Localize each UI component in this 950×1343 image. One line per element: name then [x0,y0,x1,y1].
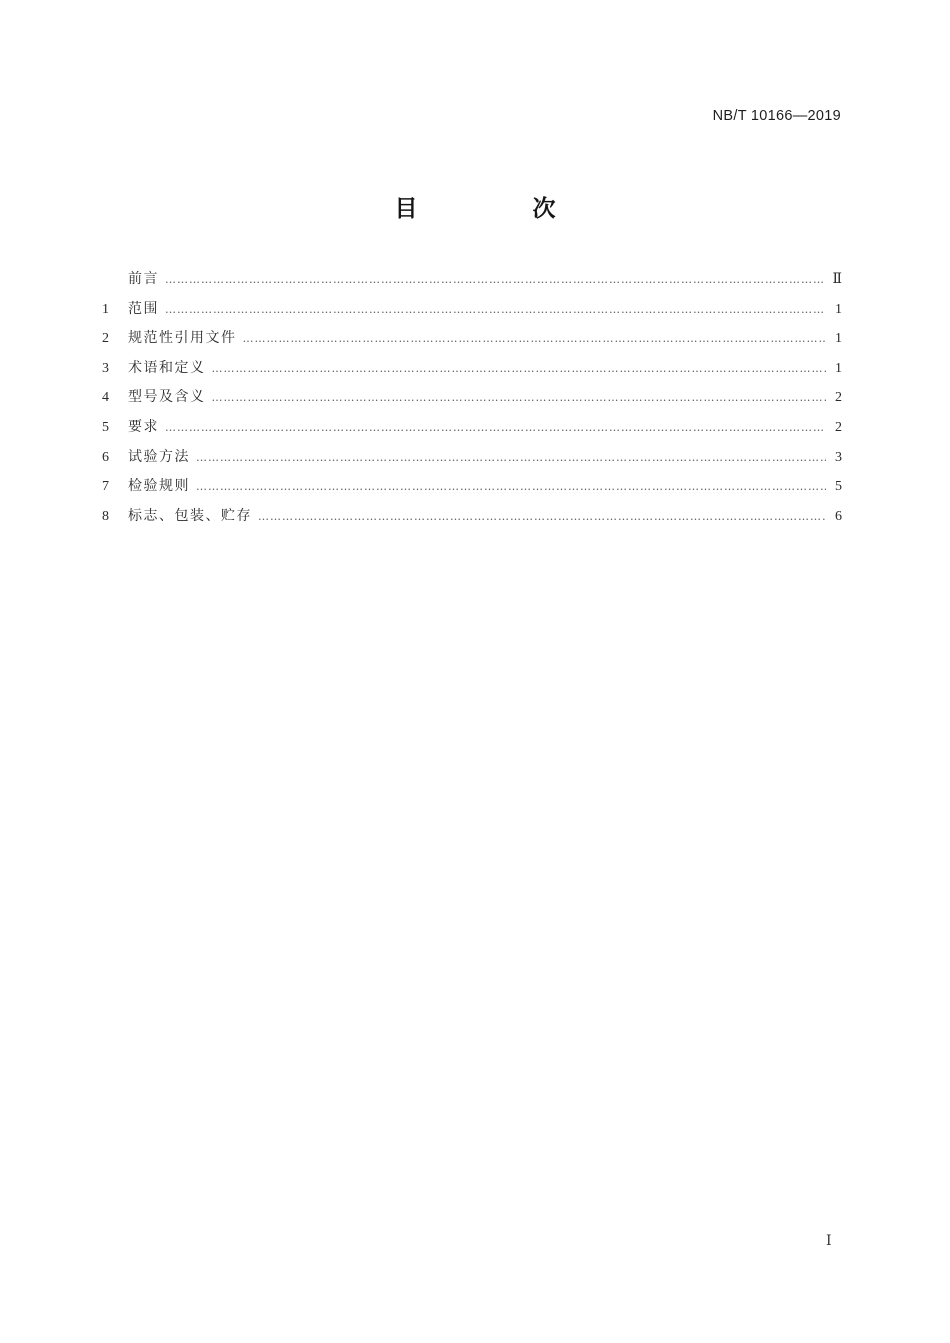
toc-dot-leader [212,391,827,404]
toc-entry-page: 2 [835,419,842,435]
toc-entry-page: 3 [835,449,842,465]
toc-entry-models[interactable] [102,386,842,416]
toc-dot-leader [258,510,826,523]
toc-dot-leader [196,451,826,464]
toc-entry-number: 3 [102,360,109,376]
toc-entry-requirements[interactable] [102,416,842,446]
toc-entry-number: 6 [102,449,109,465]
toc-entry-number: 1 [102,301,109,317]
toc-dot-leader [243,332,827,345]
toc-entry-label: 型号及含义 [128,389,206,406]
toc-entry-number: 7 [102,479,109,495]
toc-entry-label: 标志、包装、贮存 [128,507,252,524]
toc-dot-leader [165,421,826,434]
toc-entry-scope[interactable] [102,298,842,328]
page-title: 目 次 [394,196,602,222]
toc-entry-page: 1 [835,360,842,376]
toc-entry-number: 4 [102,390,109,406]
toc-entry-inspection-rules[interactable] [102,475,842,505]
toc-entry-number: 8 [102,508,109,524]
toc-dot-leader [212,362,827,375]
toc-entry-normative-references[interactable] [102,327,842,357]
toc-dot-leader [165,273,826,286]
toc-entry-number: 5 [102,419,109,435]
page-number: Ⅰ [826,1234,832,1249]
standard-code: NB/T 10166—2019 [712,108,841,124]
toc-entry-page: Ⅱ [832,272,842,287]
toc-entry-page: 2 [835,390,842,406]
toc-entry-foreword[interactable] [102,268,842,298]
toc-entry-label: 前言 [128,271,159,287]
toc-entry-test-methods[interactable] [102,446,842,476]
toc-entry-terms-definitions[interactable] [102,357,842,387]
toc-entry-page: 1 [835,331,842,347]
toc-entry-page: 6 [835,508,842,524]
toc-dot-leader [196,480,826,493]
toc-entry-label: 规范性引用文件 [128,330,237,347]
toc-dot-leader [165,303,826,316]
toc-entry-label: 试验方法 [128,448,190,465]
toc-entry-label: 要求 [128,418,159,435]
toc-entry-marking-packaging-storage[interactable] [102,505,842,535]
toc-entry-number: 2 [102,331,109,347]
table-of-contents [102,268,842,534]
toc-entry-page: 5 [835,479,842,495]
toc-entry-label: 术语和定义 [128,359,206,376]
toc-entry-label: 检验规则 [128,478,190,495]
toc-entry-page: 1 [835,301,842,317]
toc-entry-label: 范围 [128,300,159,317]
